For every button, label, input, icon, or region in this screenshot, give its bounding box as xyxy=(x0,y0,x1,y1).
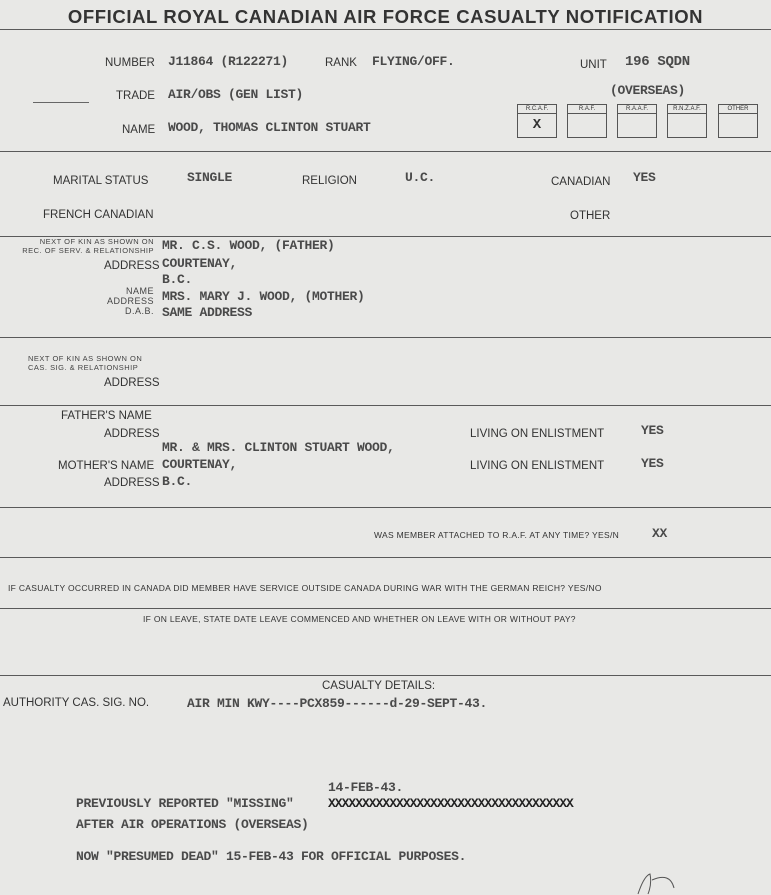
divider xyxy=(0,608,771,609)
raf-question: WAS MEMBER ATTACHED TO R.A.F. AT ANY TIME? YES/N xyxy=(374,530,620,540)
nok1-address-1: COURTENAY, xyxy=(162,256,238,271)
nok1-address-label: ADDRESS xyxy=(104,260,160,272)
leave-question: IF ON LEAVE, STATE DATE LEAVE COMMENCED AND WHETHER ON LEAVE WITH OR WITHOUT PAY? xyxy=(143,614,576,624)
nok2-label: NEXT OF KIN AS SHOWN ON CAS. SIG. & RELATIONSHIP xyxy=(28,354,143,372)
canadian-label: CANADIAN xyxy=(551,176,611,188)
mother-living-value: YES xyxy=(641,456,664,471)
mother-address-label: ADDRESS xyxy=(104,477,160,489)
name-label: NAME xyxy=(122,124,156,136)
details-line-2: AFTER AIR OPERATIONS (OVERSEAS) xyxy=(76,817,309,832)
french-canadian-label: FRENCH CANADIAN xyxy=(43,209,154,221)
divider xyxy=(0,675,771,676)
mark-line xyxy=(33,102,89,103)
force-box-rcaf: R.C.A.F. X xyxy=(517,104,557,138)
trade-label: TRADE xyxy=(116,90,155,102)
nok1-value: MR. C.S. WOOD, (FATHER) xyxy=(162,238,335,253)
father-living-value: YES xyxy=(641,423,664,438)
name-value: WOOD, THOMAS CLINTON STUART xyxy=(168,120,371,135)
details-line-3: NOW "PRESUMED DEAD" 15-FEB-43 FOR OFFICIAL PURPOSES. xyxy=(76,849,467,864)
canada-question: IF CASUALTY OCCURRED IN CANADA DID MEMBER HAVE SERVICE OUTSIDE CANADA DURING WAR WITH THE GERMAN REICH? YES/NO xyxy=(8,583,602,593)
form-title: OFFICIAL ROYAL CANADIAN AIR FORCE CASUALTY NOTIFICATION xyxy=(67,6,704,27)
struck-text: XXXXXXXXXXXXXXXXXXXXXXXXXXXXXXXXXXXX xyxy=(328,796,573,811)
unit-value: 196 SQDN xyxy=(625,54,690,70)
divider xyxy=(0,507,771,508)
father-name-label: FATHER'S NAME xyxy=(61,410,152,422)
force-box-other: OTHER xyxy=(718,104,758,138)
dab-label: NAME ADDRESS D.A.B. xyxy=(106,286,154,316)
casualty-details-heading: CASUALTY DETAILS: xyxy=(322,680,436,692)
missing-date: 14-FEB-43. xyxy=(328,780,404,795)
mother-living-label: LIVING ON ENLISTMENT xyxy=(470,460,605,472)
canadian-value: YES xyxy=(633,170,656,185)
force-box-rnzaf: R.N.Z.A.F. xyxy=(667,104,707,138)
father-address-label: ADDRESS xyxy=(104,428,160,440)
force-box-raf: R.A.F. xyxy=(567,104,607,138)
rank-label: RANK xyxy=(325,57,357,69)
dab-name: MRS. MARY J. WOOD, (MOTHER) xyxy=(162,289,365,304)
parents-address-2: B.C. xyxy=(162,474,193,489)
unit-label: UNIT xyxy=(580,59,607,71)
unit-overseas: (OVERSEAS) xyxy=(610,83,686,98)
religion-value: U.C. xyxy=(405,170,436,185)
parents-value: MR. & MRS. CLINTON STUART WOOD, xyxy=(162,440,395,455)
religion-label: RELIGION xyxy=(302,175,357,187)
nok1-address-2: B.C. xyxy=(162,272,193,287)
signature-initials xyxy=(630,870,690,895)
marital-value: SINGLE xyxy=(187,170,233,185)
marital-label: MARITAL STATUS xyxy=(53,175,149,187)
divider xyxy=(0,337,771,338)
authority-label: AUTHORITY CAS. SIG. NO. xyxy=(3,697,150,709)
raf-answer: XX xyxy=(652,526,668,541)
mother-name-label: MOTHER'S NAME xyxy=(58,460,155,472)
divider xyxy=(0,29,771,30)
divider xyxy=(0,557,771,558)
details-line-1: PREVIOUSLY REPORTED "MISSING" xyxy=(76,796,294,811)
divider xyxy=(0,151,771,152)
number-label: NUMBER xyxy=(105,57,155,69)
force-box-raaf: R.A.A.F. xyxy=(617,104,657,138)
authority-value: AIR MIN KWY----PCX859------d-29-SEPT-43. xyxy=(187,696,488,711)
other-label: OTHER xyxy=(570,210,611,222)
father-living-label: LIVING ON ENLISTMENT xyxy=(470,428,605,440)
dab-address: SAME ADDRESS xyxy=(162,305,253,320)
divider xyxy=(0,405,771,406)
number-value: J11864 (R122271) xyxy=(168,54,289,69)
rank-value: FLYING/OFF. xyxy=(372,54,455,69)
parents-address-1: COURTENAY, xyxy=(162,457,238,472)
trade-value: AIR/OBS (GEN LIST) xyxy=(168,87,304,102)
nok2-address-label: ADDRESS xyxy=(104,377,160,389)
nok1-label: NEXT OF KIN AS SHOWN ON REC. OF SERV. & RELATIONSHIP xyxy=(22,237,154,255)
